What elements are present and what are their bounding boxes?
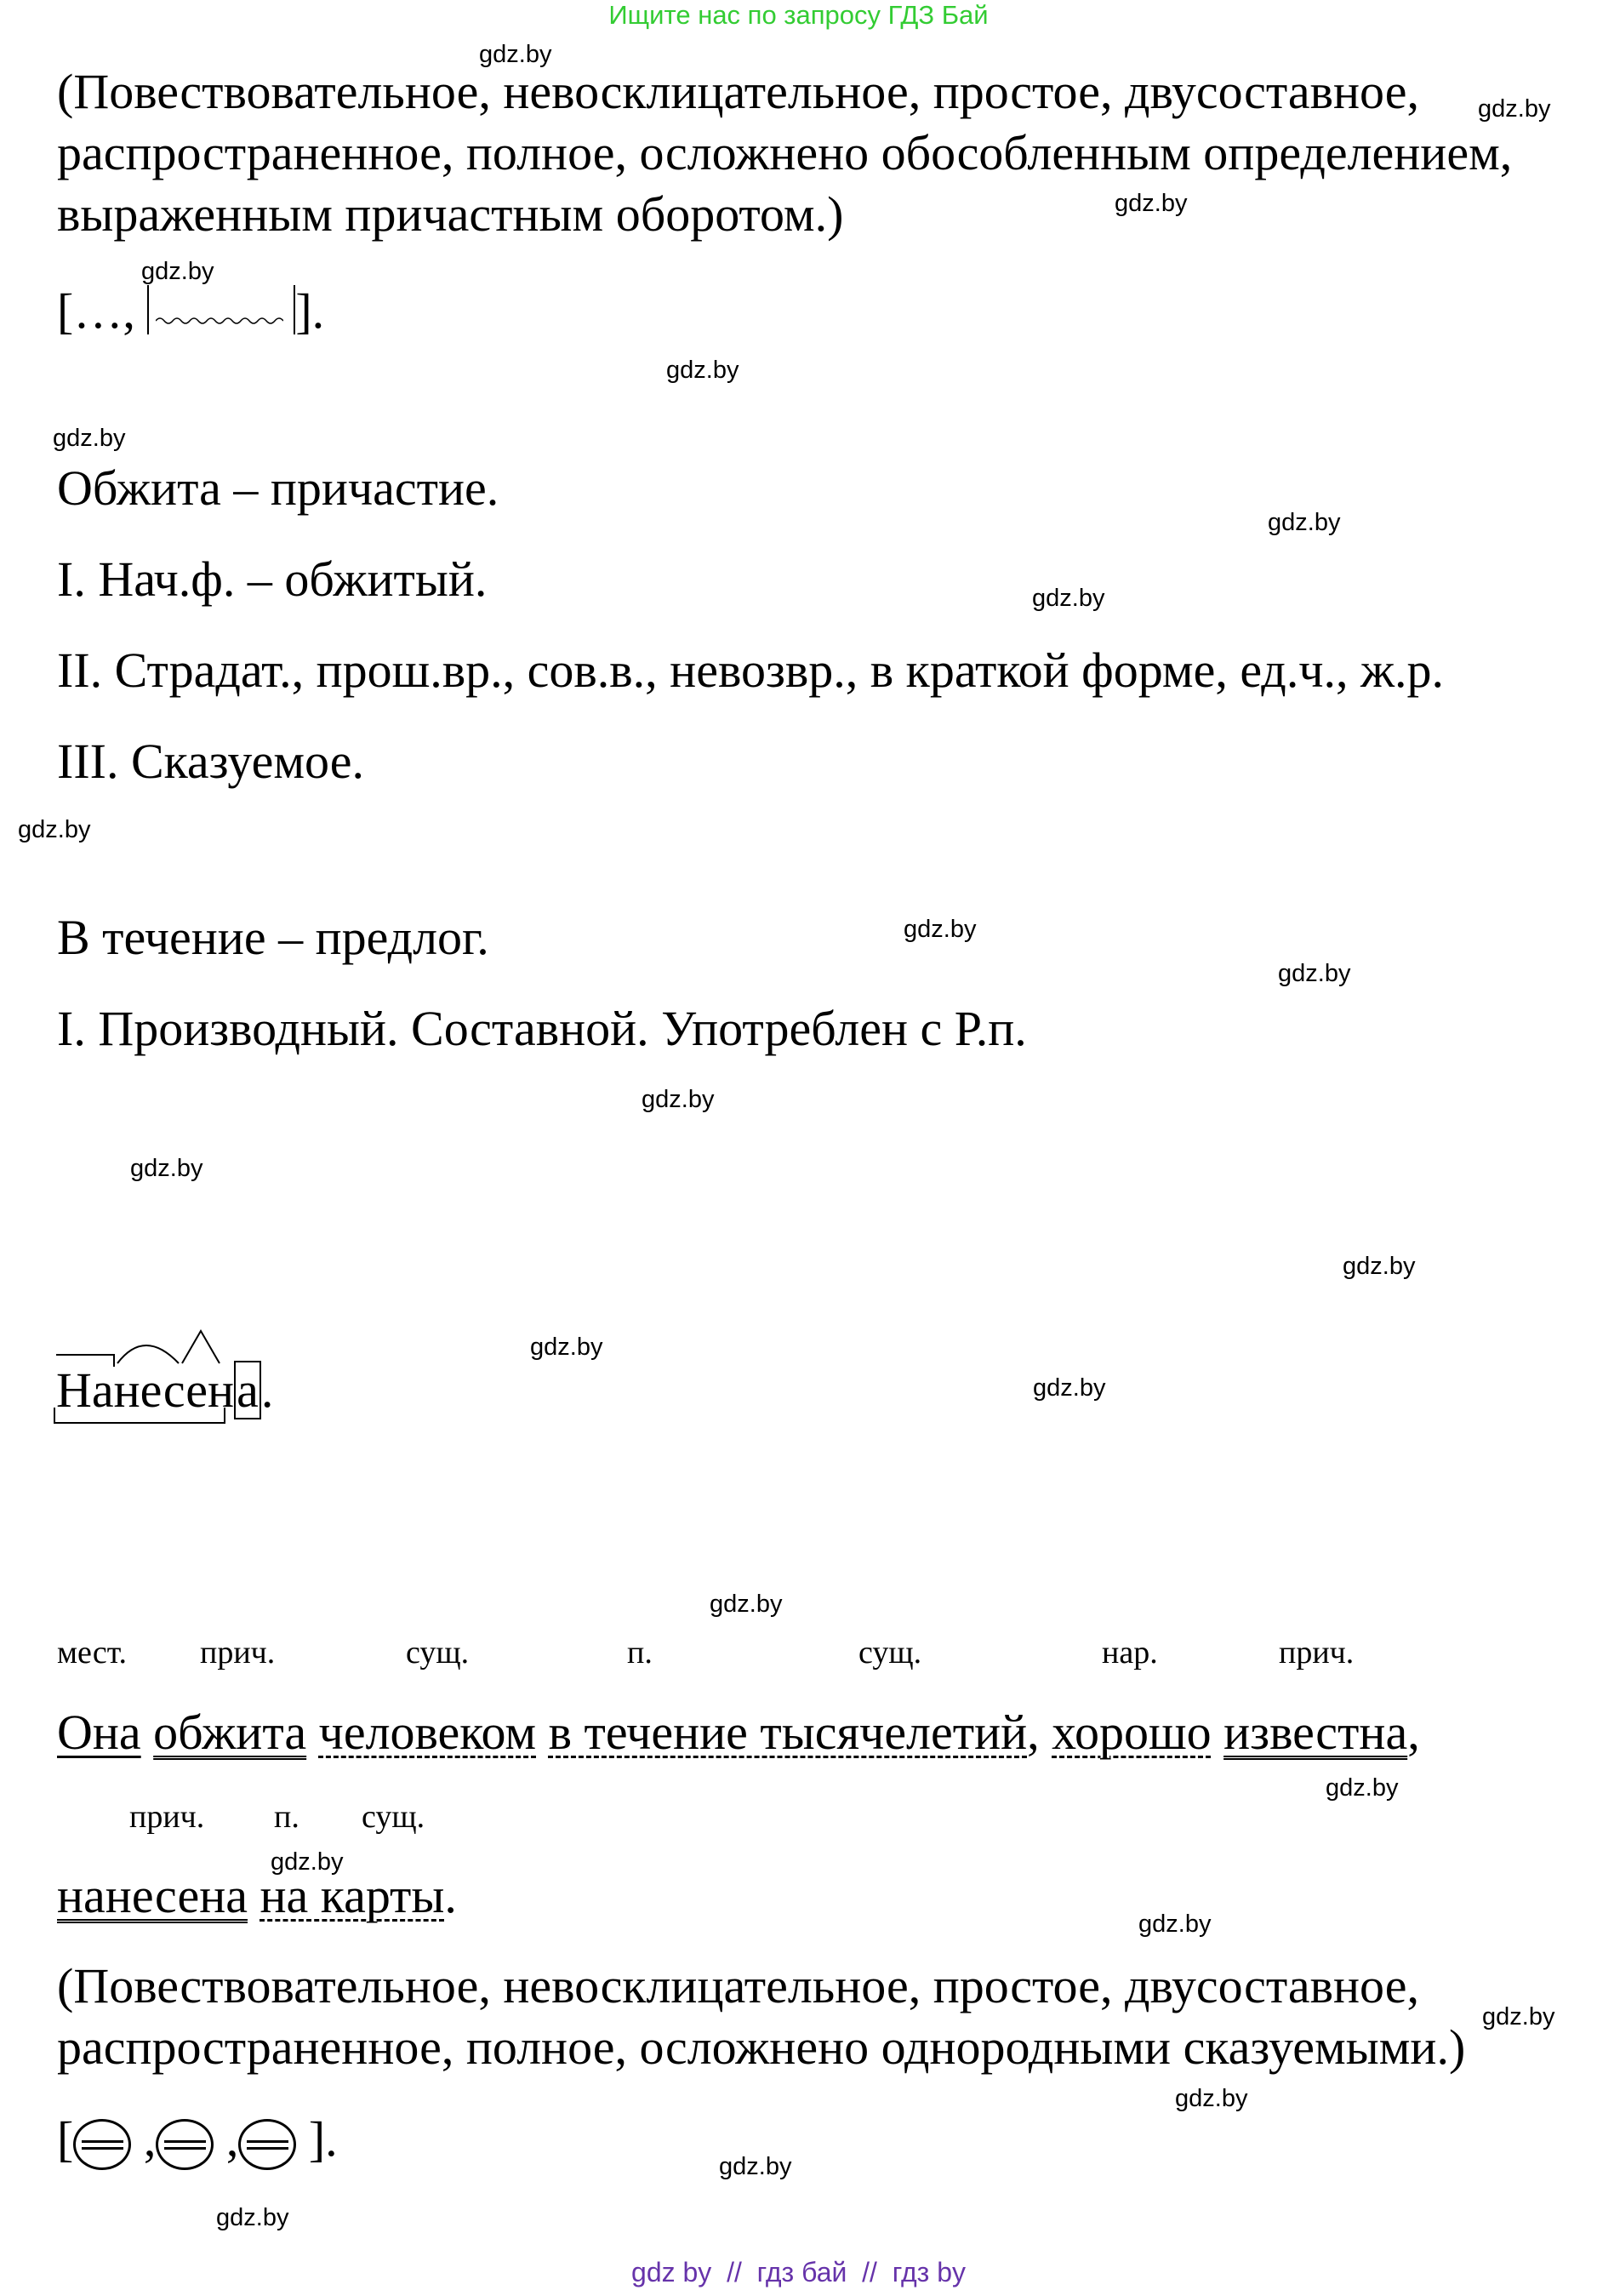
watermark: gdz.by [141, 258, 214, 285]
morpheme-word-stem: Нанесен [56, 1362, 235, 1418]
watermark: gdz.by [18, 816, 91, 843]
participial-phrase-box [147, 285, 295, 334]
comma: , [1027, 1705, 1040, 1760]
watermark: gdz.by [530, 1334, 603, 1361]
header-search-hint[interactable]: Ищите нас по запросу ГДЗ Бай [608, 0, 989, 30]
homogeneous-predicate-circle-icon [73, 2119, 131, 2170]
watermark: gdz.by [130, 1155, 203, 1182]
predicate-word: нанесена [57, 1868, 248, 1923]
pos-label: нар. [1102, 1635, 1158, 1671]
characteristic-line-3: выраженным причастным оборотом.) [57, 186, 844, 242]
sentence-scheme-1 [57, 281, 324, 342]
period: . [444, 1868, 457, 1923]
watermark: gdz.by [1115, 190, 1188, 217]
participle-item-1: I. Нач.ф. – обжитый. [57, 551, 488, 607]
preposition-title: В течение – предлог. [57, 910, 489, 965]
watermark: gdz.by [479, 41, 552, 68]
scheme-sep: , [225, 2111, 239, 2167]
watermark: gdz.by [1278, 960, 1351, 987]
predicate-word: известна [1223, 1705, 1408, 1760]
pos-label: п. [274, 1799, 299, 1835]
pos-label: сущ. [406, 1635, 470, 1671]
watermark: gdz.by [1032, 585, 1105, 612]
morpheme-punct: . [260, 1362, 274, 1418]
pos-label: мест. [57, 1635, 127, 1671]
participle-item-2: II. Страдат., прош.вр., сов.в., невозвр., в краткой форме, ед.ч., ж.р. [57, 643, 1445, 698]
parsed-sentence-line-1 [57, 1702, 1420, 1763]
predicate-word: обжита [153, 1705, 307, 1760]
watermark: gdz.by [1343, 1253, 1416, 1280]
object-phrase: на карты [260, 1868, 445, 1923]
adverbial-word: хорошо [1052, 1705, 1212, 1760]
watermark: gdz.by [1326, 1774, 1399, 1802]
footer-links[interactable]: gdz by // гдз бай // гдз by [631, 2257, 966, 2287]
participle-title: Обжита – причастие. [57, 460, 499, 516]
pos-label: прич. [200, 1635, 276, 1671]
watermark: gdz.by [1268, 509, 1341, 536]
participle-item-3: III. Сказуемое. [57, 734, 364, 789]
morpheme-ending: а [234, 1361, 261, 1419]
pos-label: п. [627, 1635, 653, 1671]
watermark: gdz.by [719, 2153, 792, 2180]
wavy-underline-icon [156, 316, 283, 326]
pos-label: сущ. [858, 1635, 922, 1671]
homogeneous-predicate-circle-icon [238, 2119, 296, 2170]
scheme-open: […, [57, 283, 148, 339]
watermark: gdz.by [710, 1591, 783, 1618]
homogeneous-predicate-circle-icon [156, 2119, 214, 2170]
morphemic-analysis [51, 1319, 306, 1438]
scheme-open: [ [57, 2111, 74, 2167]
comma: , [1407, 1705, 1420, 1760]
subject-word: Она [57, 1705, 141, 1760]
adverbial-phrase: в течение тысячелетий [548, 1705, 1028, 1760]
watermark: gdz.by [216, 2204, 289, 2231]
characteristic-line-2: распространенное, полное, осложнено обособленным определением, [57, 125, 1513, 180]
watermark: gdz.by [1175, 2085, 1248, 2112]
watermark: gdz.by [666, 357, 739, 384]
pos-label: прич. [129, 1799, 205, 1835]
characteristic-line-1: (Повествовательное, невосклицательное, простое, двусоставное, [57, 64, 1420, 119]
scheme-sep: , [143, 2111, 157, 2167]
watermark: gdz.by [1482, 2003, 1555, 2030]
sentence-scheme-2 [57, 2109, 338, 2170]
watermark: gdz.by [1033, 1374, 1106, 1402]
characteristic-2-line-1: (Повествовательное, невосклицательное, простое, двусоставное, [57, 1958, 1420, 2013]
object-word: человеком [318, 1705, 537, 1760]
scheme-close: ]. [295, 283, 325, 339]
preposition-item-1: I. Производный. Составной. Употреблен с Р.п. [57, 1001, 1027, 1056]
watermark: gdz.by [53, 425, 126, 452]
pos-label: сущ. [362, 1799, 425, 1835]
watermark: gdz.by [1138, 1910, 1212, 1938]
parsed-sentence-line-2 [57, 1865, 457, 1927]
pos-label: прич. [1279, 1635, 1355, 1671]
characteristic-2-line-2: распространенное, полное, осложнено однородными сказуемыми.) [57, 2019, 1466, 2075]
watermark: gdz.by [904, 916, 977, 943]
scheme-close: ]. [308, 2111, 338, 2167]
watermark: gdz.by [1478, 95, 1551, 123]
watermark: gdz.by [271, 1848, 344, 1876]
watermark: gdz.by [642, 1086, 715, 1113]
